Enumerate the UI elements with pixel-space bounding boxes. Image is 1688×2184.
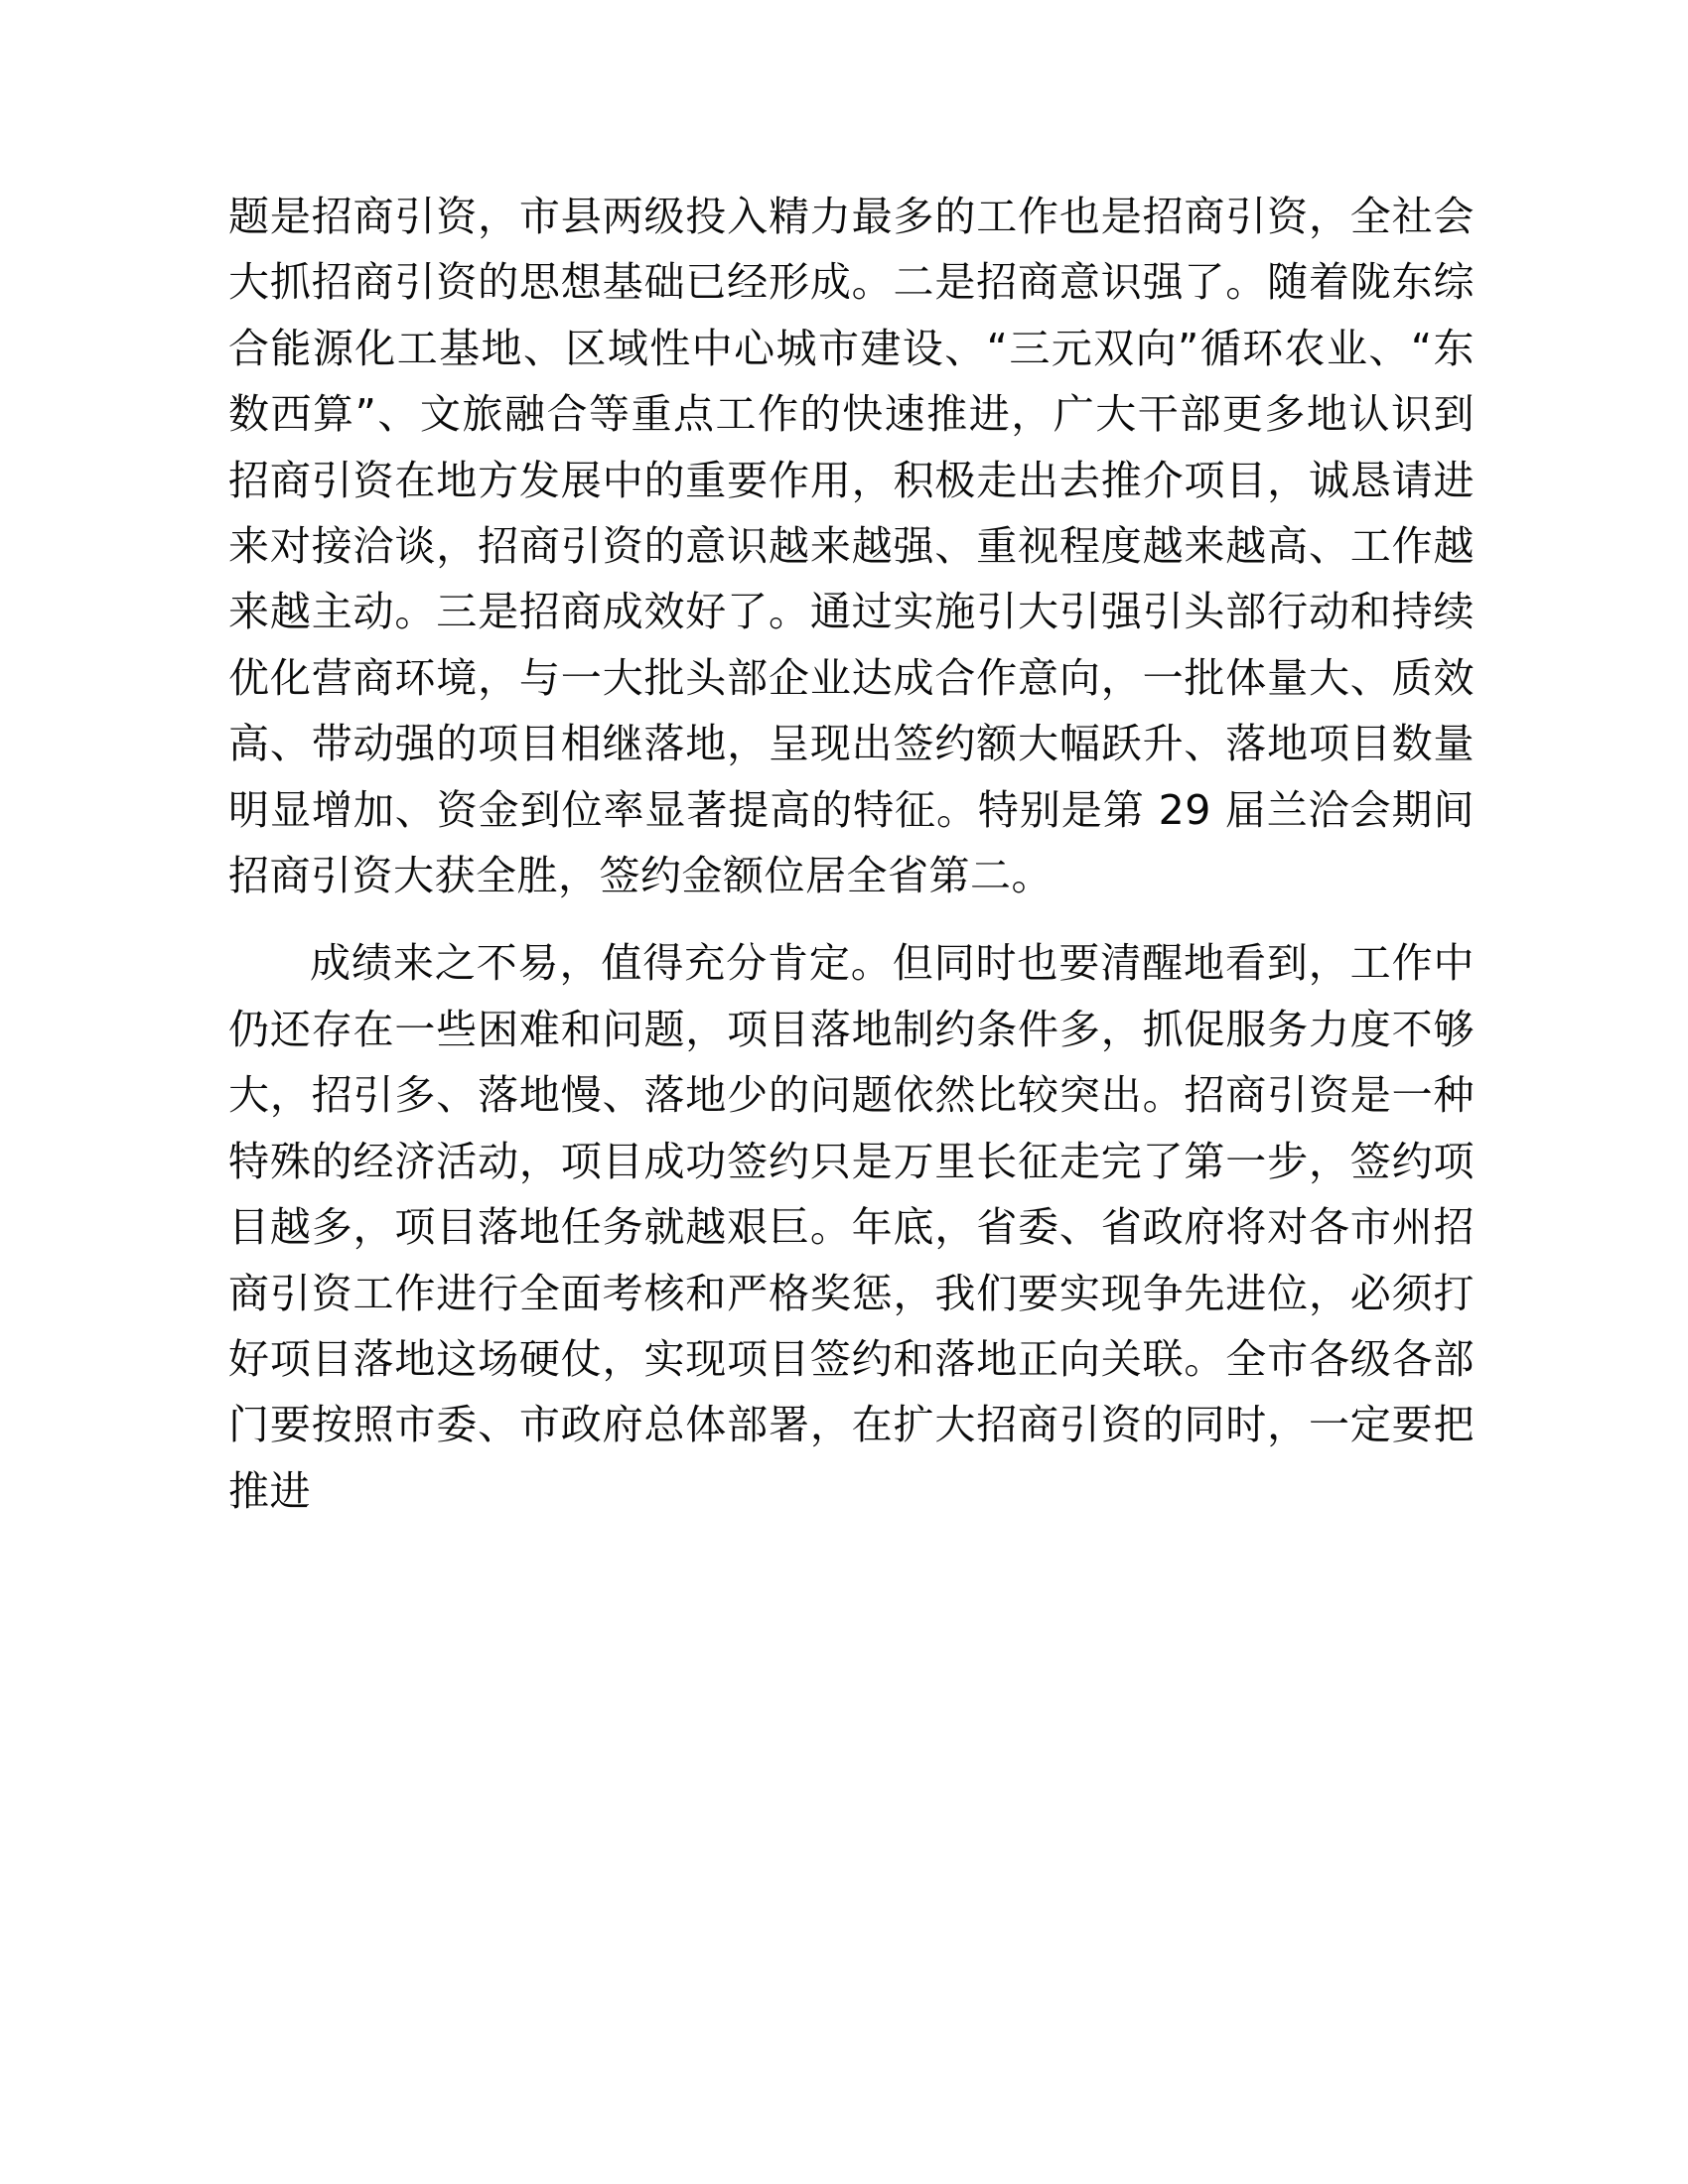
paragraph-2: 成绩来之不易，值得充分肯定。但同时也要清醒地看到，工作中仍还存在一些困难和问题，项目落地制约条件多，抓促服务力度不够大，招引多、落地慢、落地少的问题依然比较突出。招商引资是一种特殊的经济活动，项目成功签约只是万里长征走完了第一步，签约项目越多，项目落地任务就越艰巨。年底，省委、省政府将对各市州招商引资工作进行全面考核和严格奖惩，我们要实现争先进位，必须打好项目落地这场硬仗，实现项目签约和落地正向关联。全市各级各部门要按照市委、市政府总体部署，在扩大招商引资的同时，一定要把推进 <box>228 939 1475 1515</box>
document-body <box>228 184 1475 1524</box>
paragraph-1: 题是招商引资，市县两级投入精力最多的工作也是招商引资，全社会大抓招商引资的思想基础已经形成。二是招商意识强了。随着陇东综合能源化工基地、区域性中心城市建设、“三元双向”循环农业、“东数西算”、文旅融合等重点工作的快速推进，广大干部更多地认识到招商引资在地方发展中的重要作用，积极走出去推介项目，诚恳请进来对接洽谈，招商引资的意识越来越强、重视程度越来越高、工作越来越主动。三是招商成效好了。通过实施引大引强引头部行动和持续优化营商环境，与一大批头部企业达成合作意向，一批体量大、质效高、带动强的项目相继落地，呈现出签约额大幅跃升、落地项目数量明显增加、资金到位率显著提高的特征。特别是第 29 届兰洽会期间招商引资大获全胜，签约金额位居全省第二。 <box>228 193 1475 900</box>
